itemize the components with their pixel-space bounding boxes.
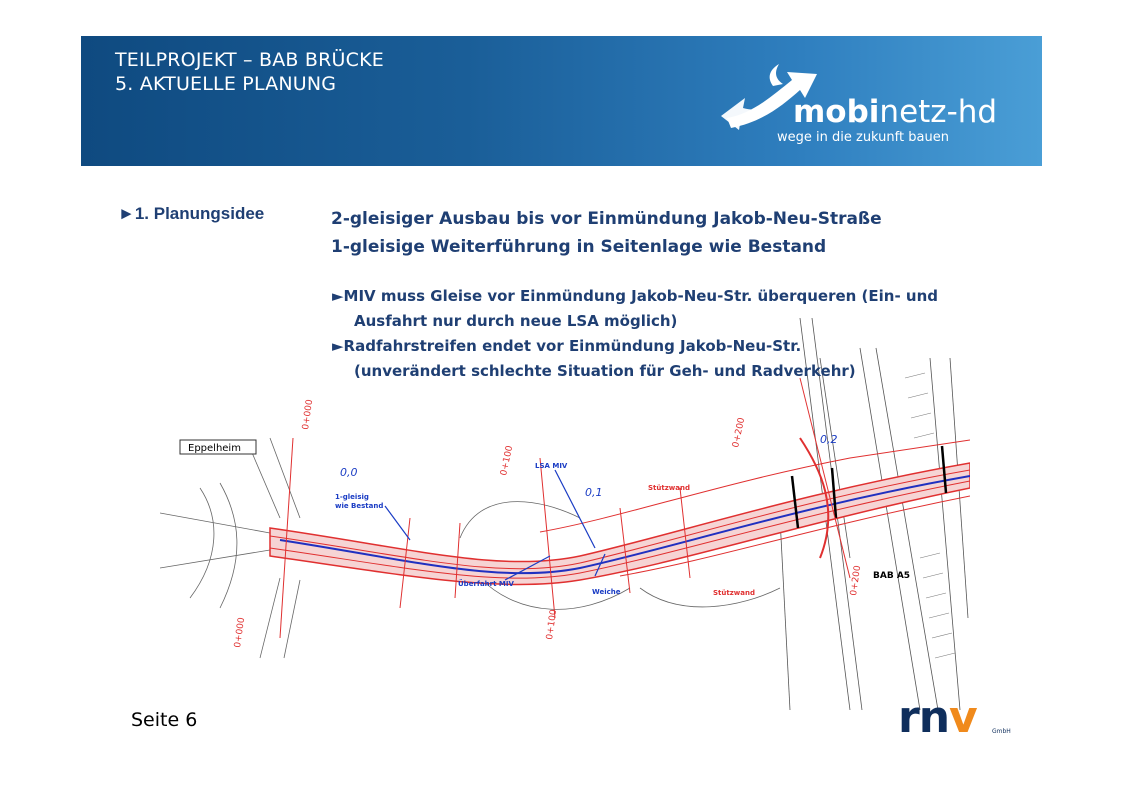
- km-label-0-0: 0,0: [340, 466, 358, 479]
- logo-tagline: wege in die zukunft bauen: [777, 130, 949, 145]
- station-0000-bottom: 0+000: [233, 616, 248, 649]
- station-0100-bottom: 0+100: [545, 608, 560, 641]
- title-line-1: TEILPROJEKT – BAB BRÜCKE: [115, 49, 384, 71]
- label-ueberfahrt-miv: Überfahrt MIV: [458, 580, 514, 588]
- label-bab-a5: BAB A5: [873, 571, 911, 581]
- note-eingleisig: 1-gleisig: [335, 493, 369, 501]
- label-stuetzwand-top: Stützwand: [648, 484, 690, 492]
- km-label-0-1: 0,1: [585, 486, 603, 499]
- label-stuetzwand-bottom: Stützwand: [713, 589, 755, 597]
- bullet-2-line-1: ►Radfahrstreifen endet vor Einmündung Jakob-Neu-Str.: [332, 337, 802, 355]
- station-0000-top: 0+000: [301, 398, 316, 431]
- label-lsa-miv: LSA MIV: [535, 462, 568, 470]
- station-0100-top: 0+100: [499, 444, 516, 477]
- slide-title: [115, 48, 384, 96]
- page-number: Seite 6: [131, 709, 198, 731]
- headline-line-2: 1-gleisige Weiterführung in Seitenlage wie Bestand: [331, 237, 827, 257]
- bullet-list: [332, 284, 938, 384]
- header-banner: [81, 36, 1042, 166]
- headline: [331, 205, 882, 261]
- title-line-2: 5. AKTUELLE PLANUNG: [115, 73, 337, 95]
- rnv-logo: [898, 692, 1018, 743]
- section-label: ►1. Planungsidee: [118, 204, 265, 223]
- station-0200-top: 0+200: [731, 416, 748, 449]
- rnv-wordmark: rnv: [898, 692, 977, 743]
- bullet-1-line-2: Ausfahrt nur durch neue LSA möglich): [354, 312, 678, 330]
- logo-wordmark: mobinetz-hd: [793, 94, 998, 130]
- bullet-2-line-2: (unverändert schlechte Situation für Geh- und Radverkehr): [354, 362, 856, 380]
- mobinetz-logo: [717, 56, 1017, 156]
- bullet-1-line-1: ►MIV muss Gleise vor Einmündung Jakob-Neu-Str. überqueren (Ein- und: [332, 287, 939, 305]
- km-label-0-2: 0,2: [820, 433, 838, 446]
- rnv-gmbh: GmbH: [992, 728, 1011, 735]
- label-weiche: Weiche: [592, 588, 621, 596]
- note-bestand: wie Bestand: [335, 502, 384, 510]
- station-0200-bottom: 0+200: [849, 564, 864, 597]
- plan-place-label: Eppelheim: [188, 443, 241, 454]
- headline-line-1: 2-gleisiger Ausbau bis vor Einmündung Jakob-Neu-Straße: [331, 209, 882, 229]
